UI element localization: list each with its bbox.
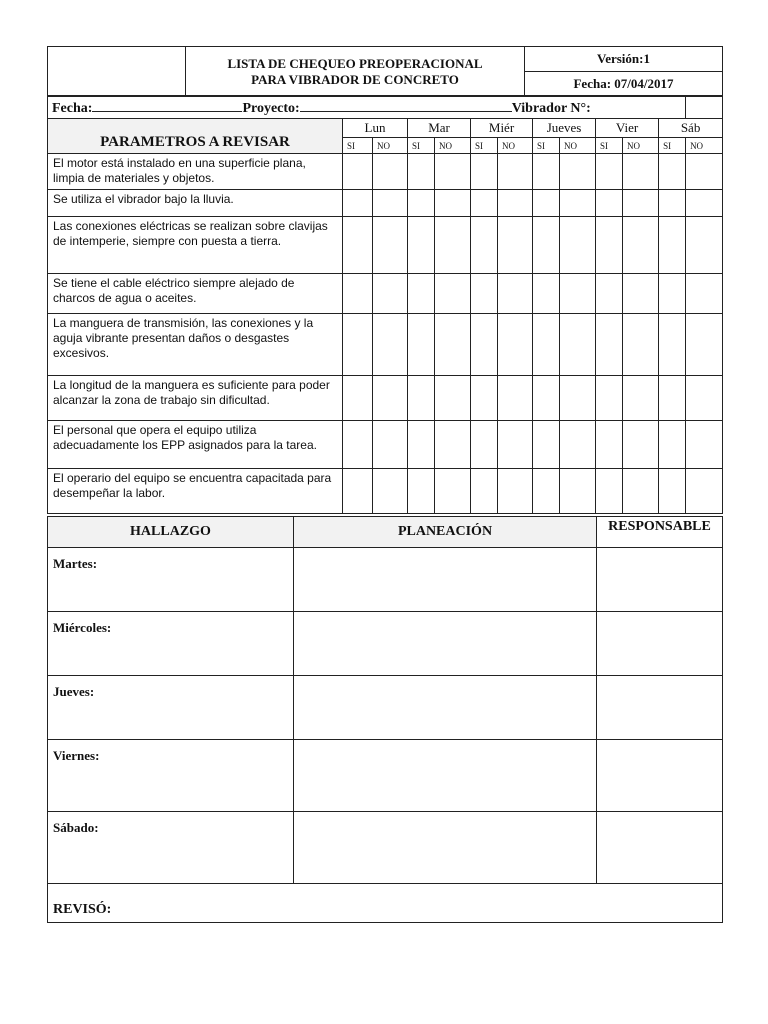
vibrador-label: Vibrador N°: [511, 100, 591, 116]
si-checkbox-cell[interactable] [533, 314, 560, 376]
si-checkbox-cell[interactable] [408, 190, 435, 217]
no-column-label: NO [560, 138, 596, 154]
no-checkbox-cell[interactable] [373, 421, 408, 469]
si-checkbox-cell[interactable] [596, 274, 623, 314]
no-checkbox-cell[interactable] [373, 190, 408, 217]
finding-day-label[interactable]: Viernes: [48, 740, 294, 812]
si-column-label: SI [343, 138, 373, 154]
si-checkbox-cell[interactable] [596, 217, 623, 274]
findings-table [47, 516, 723, 923]
finding-row [48, 612, 723, 676]
checklist-item-text: La manguera de transmisión, las conexiones y la aguja vibrante presentan daños o desgastes excesivos. [48, 314, 343, 376]
checklist-table [47, 118, 723, 514]
finding-row [48, 676, 723, 740]
no-checkbox-cell[interactable] [623, 190, 659, 217]
checklist-row [48, 314, 723, 376]
no-checkbox-cell[interactable] [435, 469, 471, 514]
no-checkbox-cell[interactable] [498, 314, 533, 376]
checklist-item-text: La longitud de la manguera es suficiente para poder alcanzar la zona de trabajo sin dificultad. [48, 376, 343, 421]
no-checkbox-cell[interactable] [373, 314, 408, 376]
checklist-item-text: Se tiene el cable eléctrico siempre alejado de charcos de agua o aceites. [48, 274, 343, 314]
si-checkbox-cell[interactable] [659, 421, 686, 469]
responsable-header: RESPONSABLE [597, 517, 723, 548]
si-checkbox-cell[interactable] [471, 274, 498, 314]
si-checkbox-cell[interactable] [471, 154, 498, 190]
day-header: Mar [408, 119, 471, 138]
finding-row [48, 548, 723, 612]
no-checkbox-cell[interactable] [623, 217, 659, 274]
si-checkbox-cell[interactable] [343, 190, 373, 217]
si-checkbox-cell[interactable] [343, 469, 373, 514]
logo-cell [48, 47, 186, 97]
no-checkbox-cell[interactable] [435, 314, 471, 376]
finding-day-label[interactable]: Miércoles: [48, 612, 294, 676]
no-checkbox-cell[interactable] [435, 154, 471, 190]
planeacion-cell[interactable] [294, 676, 597, 740]
si-checkbox-cell[interactable] [596, 376, 623, 421]
si-checkbox-cell[interactable] [596, 154, 623, 190]
responsable-cell[interactable] [597, 812, 723, 884]
checklist-row [48, 154, 723, 190]
si-checkbox-cell[interactable] [408, 274, 435, 314]
si-checkbox-cell[interactable] [596, 421, 623, 469]
no-checkbox-cell[interactable] [560, 274, 596, 314]
si-checkbox-cell[interactable] [408, 421, 435, 469]
si-checkbox-cell[interactable] [659, 314, 686, 376]
si-checkbox-cell[interactable] [343, 314, 373, 376]
si-checkbox-cell[interactable] [533, 154, 560, 190]
planeacion-cell[interactable] [294, 612, 597, 676]
day-header: Vier [596, 119, 659, 138]
si-checkbox-cell[interactable] [533, 274, 560, 314]
no-checkbox-cell[interactable] [560, 217, 596, 274]
checklist-row [48, 274, 723, 314]
si-checkbox-cell[interactable] [408, 154, 435, 190]
no-checkbox-cell[interactable] [560, 469, 596, 514]
no-checkbox-cell[interactable] [623, 469, 659, 514]
planeacion-cell[interactable] [294, 548, 597, 612]
responsable-cell[interactable] [597, 612, 723, 676]
si-checkbox-cell[interactable] [659, 154, 686, 190]
reviso-label[interactable]: REVISÓ: [48, 884, 723, 923]
finding-day-label[interactable]: Martes: [48, 548, 294, 612]
checklist-item-text: El operario del equipo se encuentra capacitada para desempeñar la labor. [48, 469, 343, 514]
si-column-label: SI [596, 138, 623, 154]
planeacion-cell[interactable] [294, 812, 597, 884]
no-checkbox-cell[interactable] [373, 154, 408, 190]
si-checkbox-cell[interactable] [343, 274, 373, 314]
no-checkbox-cell[interactable] [686, 469, 723, 514]
finding-row [48, 740, 723, 812]
no-checkbox-cell[interactable] [435, 274, 471, 314]
no-checkbox-cell[interactable] [686, 217, 723, 274]
title-line-1: LISTA DE CHEQUEO PREOPERACIONAL [227, 55, 483, 71]
proyecto-field[interactable] [300, 98, 512, 112]
no-checkbox-cell[interactable] [498, 376, 533, 421]
no-column-label: NO [498, 138, 533, 154]
no-column-label: NO [373, 138, 408, 154]
no-checkbox-cell[interactable] [623, 421, 659, 469]
no-checkbox-cell[interactable] [435, 217, 471, 274]
no-checkbox-cell[interactable] [498, 154, 533, 190]
si-checkbox-cell[interactable] [533, 376, 560, 421]
no-checkbox-cell[interactable] [623, 274, 659, 314]
si-checkbox-cell[interactable] [471, 469, 498, 514]
no-checkbox-cell[interactable] [686, 314, 723, 376]
si-column-label: SI [533, 138, 560, 154]
si-checkbox-cell[interactable] [343, 376, 373, 421]
checklist-item-text: Se utiliza el vibrador bajo la lluvia. [48, 190, 343, 217]
no-checkbox-cell[interactable] [498, 421, 533, 469]
si-checkbox-cell[interactable] [343, 217, 373, 274]
si-checkbox-cell[interactable] [471, 190, 498, 217]
no-checkbox-cell[interactable] [498, 274, 533, 314]
no-checkbox-cell[interactable] [686, 376, 723, 421]
si-checkbox-cell[interactable] [596, 314, 623, 376]
no-checkbox-cell[interactable] [560, 376, 596, 421]
si-checkbox-cell[interactable] [343, 421, 373, 469]
si-checkbox-cell[interactable] [533, 469, 560, 514]
checklist-item-text: Las conexiones eléctricas se realizan sobre clavijas de intemperie, siempre con puesta a tierra. [48, 217, 343, 274]
no-checkbox-cell[interactable] [435, 190, 471, 217]
si-checkbox-cell[interactable] [533, 190, 560, 217]
no-checkbox-cell[interactable] [560, 314, 596, 376]
no-checkbox-cell[interactable] [623, 376, 659, 421]
si-checkbox-cell[interactable] [471, 314, 498, 376]
fecha-field[interactable] [92, 98, 242, 112]
checklist-item-text: El motor está instalado en una superficie plana, limpia de materiales y objetos. [48, 154, 343, 190]
no-checkbox-cell[interactable] [498, 190, 533, 217]
no-checkbox-cell[interactable] [373, 469, 408, 514]
fecha-label: Fecha: [52, 100, 93, 116]
responsable-cell[interactable] [597, 548, 723, 612]
parameters-heading: PARAMETROS A REVISAR [48, 119, 343, 154]
si-checkbox-cell[interactable] [408, 217, 435, 274]
finding-row [48, 812, 723, 884]
no-checkbox-cell[interactable] [373, 217, 408, 274]
no-checkbox-cell[interactable] [373, 376, 408, 421]
day-header: Miér [471, 119, 533, 138]
si-checkbox-cell[interactable] [408, 376, 435, 421]
no-column-label: NO [686, 138, 723, 154]
no-checkbox-cell[interactable] [623, 154, 659, 190]
vibrador-number-field[interactable] [686, 96, 723, 119]
checklist-row [48, 190, 723, 217]
finding-day-label[interactable]: Jueves: [48, 676, 294, 740]
checklist-item-text: El personal que opera el equipo utiliza adecuadamente los EPP asignados para la tarea. [48, 421, 343, 469]
si-checkbox-cell[interactable] [471, 376, 498, 421]
si-checkbox-cell[interactable] [596, 469, 623, 514]
planeacion-cell[interactable] [294, 740, 597, 812]
si-checkbox-cell[interactable] [659, 274, 686, 314]
checklist-row [48, 217, 723, 274]
checklist-row [48, 421, 723, 469]
si-checkbox-cell[interactable] [471, 217, 498, 274]
day-header: Jueves [533, 119, 596, 138]
no-checkbox-cell[interactable] [498, 217, 533, 274]
no-checkbox-cell[interactable] [560, 190, 596, 217]
document-date: Fecha: 07/04/2017 [525, 72, 723, 97]
no-checkbox-cell[interactable] [686, 421, 723, 469]
no-checkbox-cell[interactable] [435, 421, 471, 469]
proyecto-label: Proyecto: [242, 100, 300, 116]
no-checkbox-cell[interactable] [373, 274, 408, 314]
responsable-cell[interactable] [597, 676, 723, 740]
title-line-2: PARA VIBRADOR DE CONCRETO [251, 71, 459, 87]
day-header: Sáb [659, 119, 723, 138]
finding-day-label[interactable]: Sábado: [48, 812, 294, 884]
no-column-label: NO [435, 138, 471, 154]
si-checkbox-cell[interactable] [533, 421, 560, 469]
no-checkbox-cell[interactable] [623, 314, 659, 376]
si-checkbox-cell[interactable] [408, 469, 435, 514]
checklist-row [48, 376, 723, 421]
si-checkbox-cell[interactable] [659, 190, 686, 217]
si-column-label: SI [408, 138, 435, 154]
si-checkbox-cell[interactable] [596, 190, 623, 217]
responsable-cell[interactable] [597, 740, 723, 812]
si-column-label: SI [659, 138, 686, 154]
si-checkbox-cell[interactable] [408, 314, 435, 376]
info-row [47, 95, 723, 119]
no-checkbox-cell[interactable] [686, 190, 723, 217]
si-checkbox-cell[interactable] [659, 376, 686, 421]
si-checkbox-cell[interactable] [533, 217, 560, 274]
version-label: Versión:1 [525, 47, 723, 72]
no-checkbox-cell[interactable] [560, 421, 596, 469]
no-checkbox-cell[interactable] [560, 154, 596, 190]
hallazgo-header: HALLAZGO [48, 517, 294, 548]
no-checkbox-cell[interactable] [435, 376, 471, 421]
si-checkbox-cell[interactable] [471, 421, 498, 469]
document-title [186, 47, 525, 97]
planeacion-header: PLANEACIÓN [294, 517, 597, 548]
no-checkbox-cell[interactable] [686, 274, 723, 314]
si-checkbox-cell[interactable] [659, 217, 686, 274]
no-checkbox-cell[interactable] [498, 469, 533, 514]
no-checkbox-cell[interactable] [686, 154, 723, 190]
header-table [47, 46, 723, 97]
checklist-row [48, 469, 723, 514]
no-column-label: NO [623, 138, 659, 154]
day-header: Lun [343, 119, 408, 138]
si-column-label: SI [471, 138, 498, 154]
si-checkbox-cell[interactable] [343, 154, 373, 190]
si-checkbox-cell[interactable] [659, 469, 686, 514]
